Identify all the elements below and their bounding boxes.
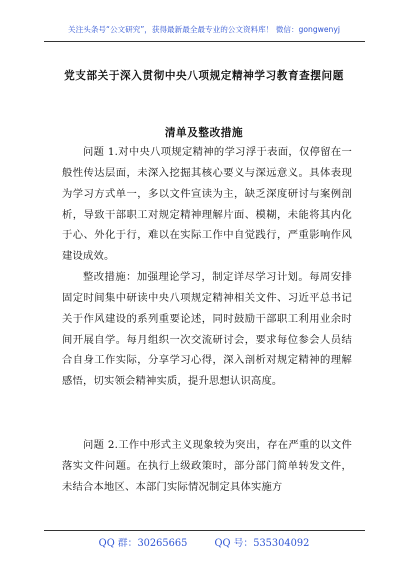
document-title: 党支部关于深入贯彻中央八项规定精神学习教育查摆问题: [64, 70, 344, 82]
header-divider: [44, 41, 365, 42]
paragraph-measure-1: 整改措施：加强理论学习，制定详尽学习计划。每周安排固定时间集中研读中央八项规定精神相关文件、习近平总书记关于作风建设的系列重要论述，同时鼓励干部职工利用业余时间开展自学。每月组织一次交流研讨会，要求每位参会人员结合自身工作实际，分享学习心得，深入剖析对规定精神的理解感悟，切实领会精神实质，提升思想认识高度。: [62, 271, 352, 388]
header-notice: 关注头条号“公文研究”，获得最新最全最专业的公文资料库！ 微信：gongwenyj: [68, 25, 340, 34]
paragraph-problem-2: 问题 2.工作中形式主义现象较为突出，存在严重的以文件落实文件问题。在执行上级政策时，部分部门简单转发文件，未结合本地区、本部门实际情况制定具体实施方: [62, 439, 352, 493]
footer-divider: [44, 530, 365, 531]
footer-qq-group: QQ 群：30265665: [98, 538, 188, 549]
footer-qq-number: QQ 号：535304092: [214, 538, 310, 549]
document-subtitle: 清单及整改措施: [164, 127, 244, 139]
paragraph-problem-1: 问题 1.对中央八项规定精神的学习浮于表面，仅停留在一般性传达层面，未深入挖掘其核心要义与深远意义。具体表现为学习方式单一，多以文件宣读为主，缺乏深度研讨与案例剖析，导致干部职工对规定精神理解片面、模糊，未能将其内化于心、外化于行，难以在实际工作中自觉践行，严重影响作风建设成效。: [62, 146, 352, 263]
footer-contact: [0, 535, 408, 549]
